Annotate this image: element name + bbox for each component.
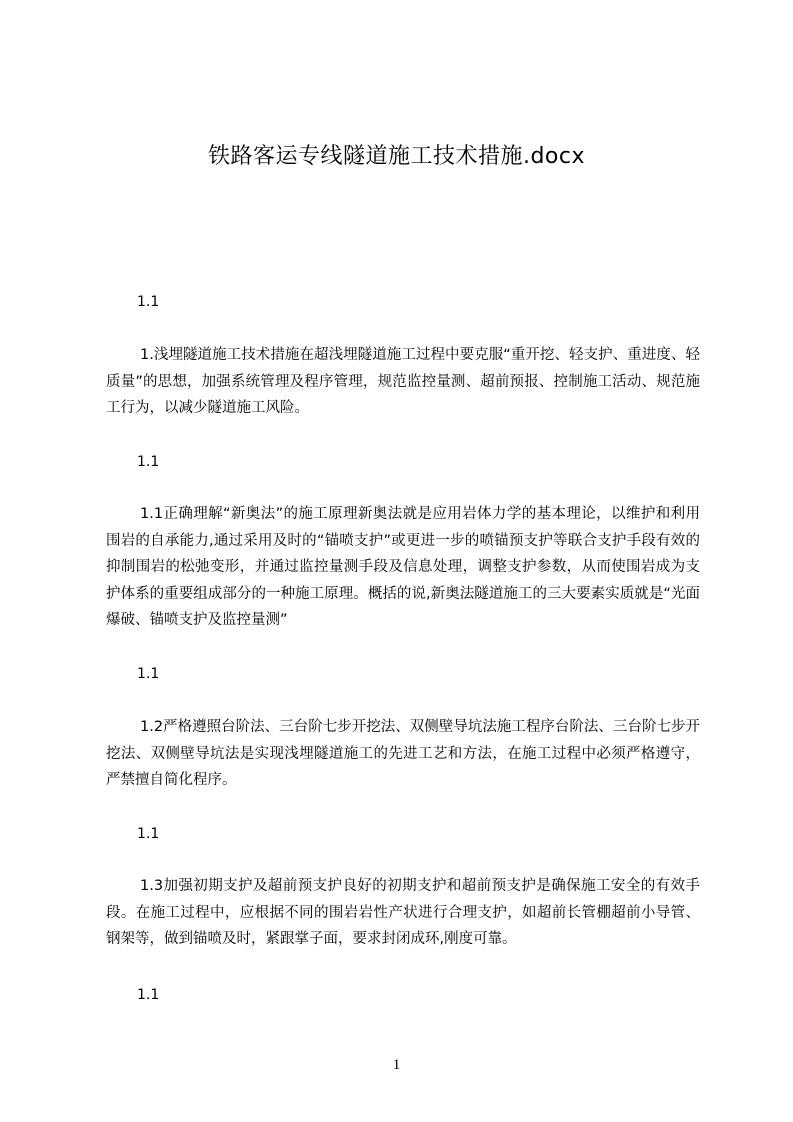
section-heading: 1.1 xyxy=(137,454,160,470)
paragraph: 1.2严格遵照台阶法、三台阶七步开挖法、双侧壁导坑法施工程序台阶法、三台阶七步开挖法、双侧壁导坑法是实现浅埋隧道施工的先进工艺和方法，在施工过程中必须严格遵守，严禁擅自简化程序。 xyxy=(106,719,700,789)
document-title: 铁路客运专线隧道施工技术措施.docx xyxy=(207,144,586,169)
paragraph: 1.浅埋隧道施工技术措施在超浅埋隧道施工过程中要克服“重开挖、轻支护、重进度、轻质量”的思想，加强系统管理及程序管理，规范监控量测、超前预报、控制施工活动、规范施工行为，以减少隧道施工风险。 xyxy=(106,347,700,417)
section-heading: 1.1 xyxy=(137,987,160,1003)
page-number: 1 xyxy=(392,1057,401,1073)
section-heading: 1.1 xyxy=(137,294,160,310)
paragraph: 1.1正确理解“新奥法”的施工原理新奥法就是应用岩体力学的基本理论，以维护和利用围岩的自承能力,通过采用及时的“锚喷支护”或更进一步的喷锚预支护等联合支护手段有效的抑制围岩的松弛变形，并通过监控量测手段及信息处理，调整支护参数，从而使围岩成为支护体系的重要组成部分的一种施工原理。概括的说,新奥法隧道施工的三大要素实质就是“光面爆破、锚喷支护及监控量测” xyxy=(106,506,700,629)
paragraph: 1.3加强初期支护及超前预支护良好的初期支护和超前预支护是确保施工安全的有效手段。在施工过程中，应根据不同的围岩岩性产状进行合理支护，如超前长管棚超前小导管、钢架等，做到锚喷及时，紧跟掌子面，要求封闭成环,刚度可靠。 xyxy=(106,878,700,948)
section-heading: 1.1 xyxy=(137,666,160,682)
section-heading: 1.1 xyxy=(137,826,160,842)
